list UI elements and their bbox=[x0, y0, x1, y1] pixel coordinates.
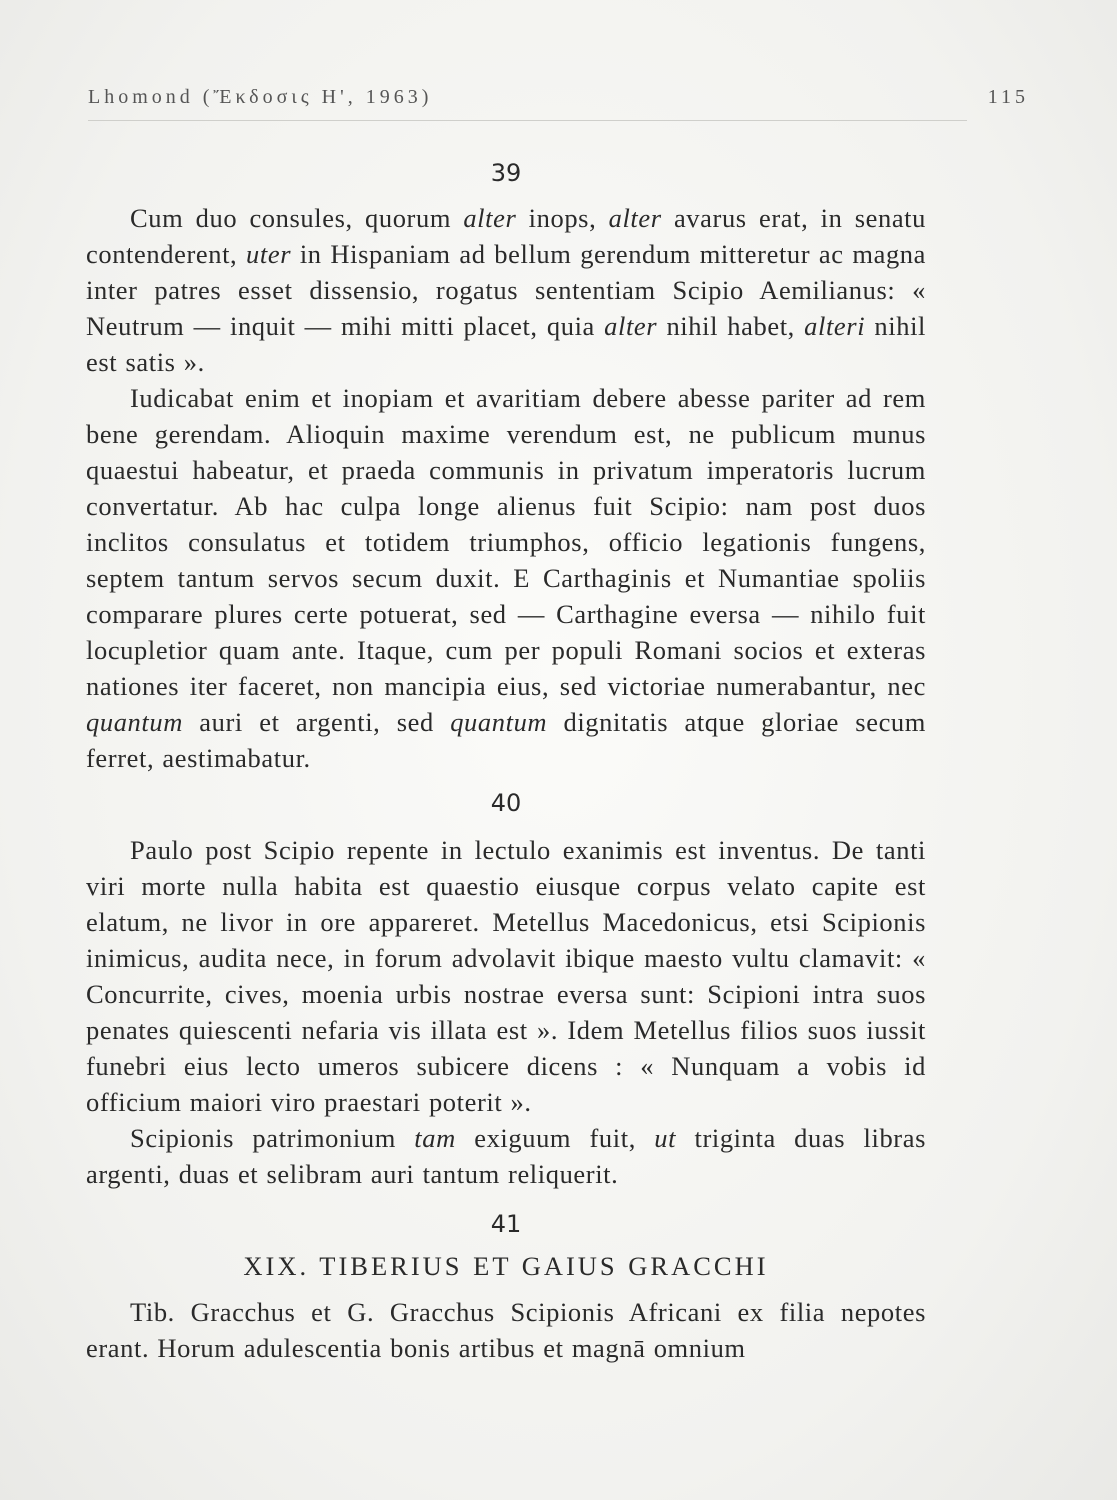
running-title: Lhomond (Ἔκδοσις Η', 1963) bbox=[88, 86, 433, 108]
main-text bbox=[86, 150, 926, 1366]
italic-word: alteri bbox=[804, 311, 866, 341]
section-41 bbox=[86, 1204, 926, 1366]
header-rule bbox=[88, 120, 967, 121]
paragraph: Scipionis patrimonium tam exiguum fuit, ut triginta duas libras argenti, duas et selibram auri tantum reliquerit. bbox=[86, 1123, 926, 1189]
italic-word: quantum bbox=[450, 707, 548, 737]
section-39 bbox=[86, 150, 926, 776]
italic-word: alter bbox=[604, 311, 658, 341]
section-number: 41 bbox=[490, 1210, 522, 1238]
paragraph: Tib. Gracchus et G. Gracchus Scipionis Africani ex filia nepotes erant. Horum adulescentia bonis artibus et magnā omnium bbox=[86, 1297, 926, 1363]
italic-word: tam bbox=[414, 1123, 456, 1153]
italic-word: alter bbox=[463, 203, 517, 233]
paragraph: Iudicabat enim et inopiam et avaritiam debere abesse pariter ad rem bene gerendam. Alioquin maxime verendum est, ne publicum munus quaestui habeatur, et praeda communis in privatum imperatoris lucrum convertatur. Ab hac culpa longe alienus fuit Scipio: nam post duos inclitos consulatus et totidem triumphos, officio legationis fungens, septem tantum servos secum duxit. E Carthaginis et Numantiae spoliis comparare plures certe potuerat, sed — Carthagine eversa — nihilo fuit locupletior quam ante. Itaque, cum per populi Romani socios et exteras nationes iter faceret, non mancipia eius, sed victoriae numerabantur, nec quantum auri et argenti, sed quantum dignitatis atque gloriae secum ferret, aestimabatur. bbox=[86, 383, 926, 773]
section-number: 39 bbox=[490, 159, 522, 187]
page-number: 115 bbox=[987, 86, 1029, 108]
chapter-title: XIX. TIBERIUS ET GAIUS GRACCHI bbox=[243, 1251, 769, 1281]
paragraph: Paulo post Scipio repente in lectulo exanimis est inventus. De tanti viri morte nulla habita est quaestio eiusque corpus velato capite est elatum, ne livor in ore appareret. Metellus Macedonicus, etsi Scipionis inimicus, audita nece, in forum advolavit ibique maesto vultu clamavit: « Concurrite, cives, moenia urbis nostrae eversa sunt: Scipioni intra suos penates quiescenti nefaria vis illata est ». Idem Metellus filios suos iussit funebri eius lecto umeros subicere dicens : « Nunquam a vobis id officium maiori viro praestari poterit ». bbox=[86, 835, 926, 1117]
running-header bbox=[88, 86, 1029, 109]
section-number: 40 bbox=[490, 789, 522, 817]
italic-word: ut bbox=[654, 1123, 677, 1153]
italic-word: uter bbox=[246, 239, 292, 269]
italic-word: quantum bbox=[86, 707, 183, 737]
section-40 bbox=[86, 780, 926, 1192]
italic-word: alter bbox=[608, 203, 662, 233]
paragraph: Cum duo consules, quorum alter inops, alter avarus erat, in senatu contenderent, uter in Hispaniam ad bellum gerendum mitteretur ac magna inter patres esset dissensio, rogatus sententiam Scipio Aemilianus: « Neutrum — inquit — mihi mitti placet, quia alter nihil habet, alteri nihil est satis ». bbox=[86, 203, 927, 377]
